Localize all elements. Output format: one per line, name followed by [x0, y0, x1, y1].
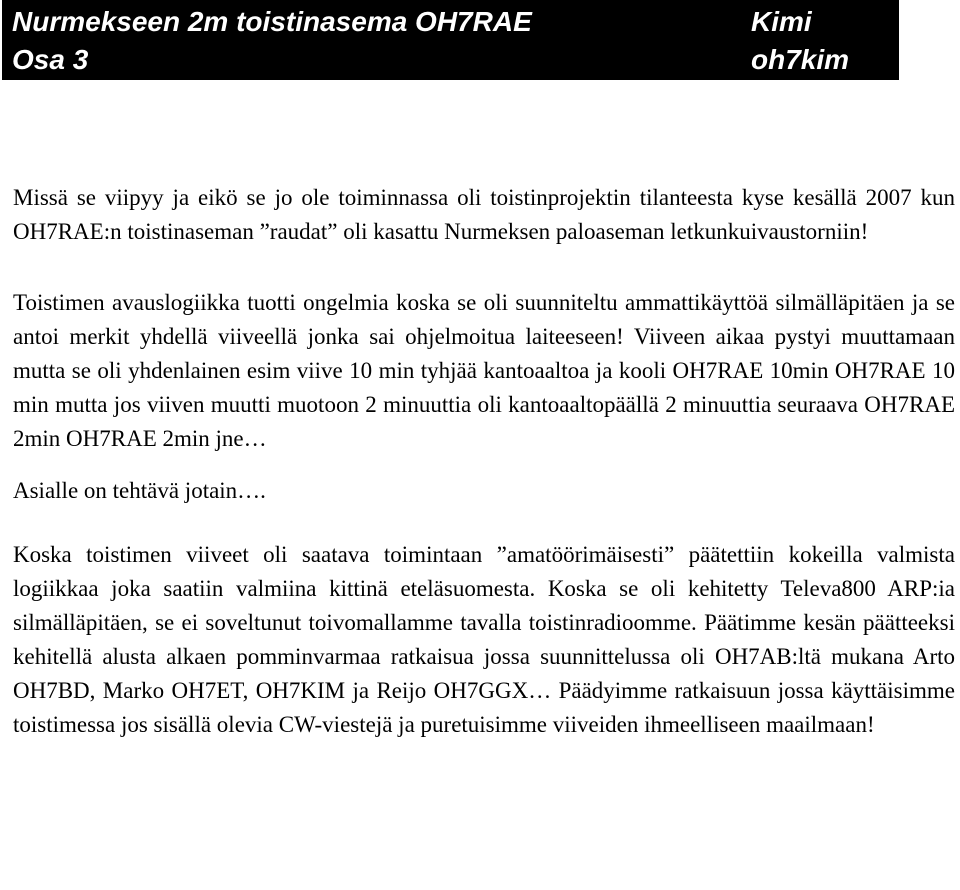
paragraph-4: Koska toistimen viiveet oli saatava toimintaan ”amatöörimäisesti” päätettiin kokeilla valmista logiikkaa joka saatiin valmiina kittinä eteläsuomesta. Koska se oli kehitetty Televa800 ARP:ia silmälläpitäen, se ei soveltunut toivomallamme tavalla toistinradioomme. Päätimme kesän päätteeksi kehitellä alusta alkaen pomminvarmaa ratkaisua jossa suunnittelussa oli OH7AB:ltä mukana Arto OH7BD, Marko OH7ET, OH7KIM ja Reijo OH7GGX… Päädyimme ratkaisuun jossa käyttäisimme toistimessa jos sisällä olevia CW-viestejä ja puretuisimme viiveiden ihmeelliseen maailmaan! — [13, 542, 955, 737]
author-name: Kimi — [751, 6, 812, 37]
paragraph-3: Asialle on tehtävä jotain…. — [13, 478, 266, 503]
title-line-1: Nurmekseen 2m toistinasema OH7RAE — [12, 6, 532, 37]
document-body — [13, 181, 955, 742]
document-author — [751, 3, 896, 79]
title-line-2: Osa 3 — [12, 44, 89, 75]
paragraph-1: Missä se viipyy ja eikö se jo ole toiminnassa oli toistinprojektin tilanteesta kyse kesällä 2007 kun OH7RAE:n toistinaseman ”raudat” oli kasattu Nurmeksen paloaseman letkunkuivaustorniin! — [13, 185, 955, 244]
paragraph-2: Toistimen avauslogiikka tuotti ongelmia koska se oli suunniteltu ammattikäyttöä silmälläpitäen ja se antoi merkit yhdellä viiveellä jonka sai ohjelmoitua laiteeseen! Viiveen aikaa pystyi muuttamaan mutta se oli yhdenlainen esim viive 10 min tyhjää kantoaaltoa ja kooli OH7RAE 10min OH7RAE 10 min mutta jos viiven muutti muotoon 2 minuuttia oli kantoaaltopäällä 2 minuuttia seuraava OH7RAE 2min OH7RAE 2min jne… — [13, 290, 955, 451]
document-header — [2, 0, 899, 80]
header-divider — [739, 1, 741, 79]
author-callsign: oh7kim — [751, 44, 850, 75]
document-title — [12, 3, 732, 79]
